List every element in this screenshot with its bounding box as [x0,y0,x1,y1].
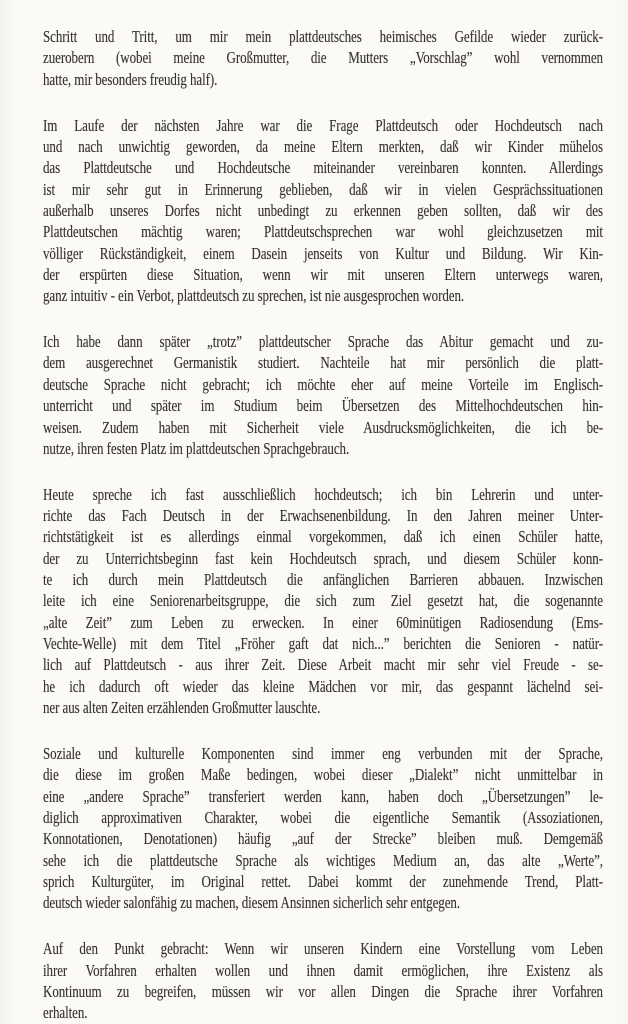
paragraph [43,938,603,1023]
text-line: richte das Fach Deutsch in der Erwachsenenbildung. In den Jahren meiner Unter- [43,506,603,526]
text-line: nutze, ihren festen Platz im plattdeutschen Sprachgebrauch. [43,438,350,458]
text-line: und nach unwichtig geworden, da meine Eltern merkten, daß wir Kinder mühelos [43,136,603,156]
paragraph [43,331,603,459]
text-line: Konnotationen, Denotationen) häufig „auf der Strecke” bleiben muß. Demgemäß [43,829,603,849]
text-line: das Plattdeutsche und Hochdeutsche miteinander vereinbaren konnten. Allerdings [43,158,603,178]
text-line: zuerobern (wobei meine Großmutter, die Mutters „Vorschlag” wohl vernommen [43,48,603,68]
text-line: eine „andere Sprache” transferiert werden kann, haben doch „Übersetzungen” le- [43,786,603,806]
text-line: he ich dadurch oft wieder das kleine Mädchen vor mir, das gespannt lächelnd sei- [43,676,603,696]
text-line: die diese im großen Maße bedingen, wobei dieser „Dialekt” nicht unmittelbar in [43,765,603,785]
text-line: Im Laufe der nächsten Jahre war die Frage Plattdeutsch oder Hochdeutsch nach [43,115,603,135]
text-line: der erspürten diese Situation, wenn wir mit unseren Eltern unterwegs waren, [43,264,603,284]
text-line: diglich approximativen Charakter, wobei die eigentliche Semantik (Assoziationen, [43,808,603,827]
paragraph [43,115,603,307]
text-line: Plattdeutschen mächtig waren; Plattdeutschsprechen war wohl gleichzusetzen mit [43,222,603,242]
text-line: leite ich eine Seniorenarbeitsgruppe, die sich zum Ziel gesetzt hat, die sogenannte [43,591,603,611]
text-line: lich auf Plattdeutsch - aus ihrer Zeit. Diese Arbeit macht mir sehr viel Freude - se- [43,655,603,675]
text-line: Auf den Punkt gebracht: Wenn wir unseren Kindern eine Vorstellung vom Leben [43,939,603,959]
text-line: Heute spreche ich fast ausschließlich hochdeutsch; ich bin Lehrerin und unter- [43,484,603,504]
text-line: hatte, mir besonders freudig half). [43,69,218,89]
text-line: Vechte-Welle) mit dem Titel „Fröher gaft dat nich...” berichten die Senioren - natür- [43,634,603,654]
text-line: dem ausgerechnet Germanistik studiert. Nachteile hat mir persönlich die platt- [43,353,603,373]
text-line: deutsch wieder salonfähig zu machen, diesem Ansinnen sicherlich sehr entgegen. [43,893,461,913]
text-line: „alte Zeit” zum Leben zu erwecken. In einer 60minütigen Radiosendung (Ems- [43,612,603,632]
text-line: Kontinuum zu begreifen, müssen wir vor allen Dingen die Sprache ihrer Vorfahren [43,981,603,1001]
text-line: Ich habe dann später „trotz” plattdeutscher Sprache das Abitur gemacht und zu- [43,332,603,352]
text-line: richtstätigkeit ist es allerdings einmal vorgekommen, daß ich einen Schüler hatte, [43,527,603,547]
text-line: weisen. Zudem haben mit Sicherheit viele Ausdrucksmöglichkeiten, die ich be- [43,417,603,437]
text-line: ner aus alten Zeiten erzählenden Großmutter lauschte. [43,698,321,718]
text-line: ganz intuitiv - ein Verbot, plattdeutsch zu sprechen, ist nie ausgesprochen worden. [43,286,465,306]
paragraph [43,743,603,914]
text-line: ist mir sehr gut in Erinnerung geblieben, daß wir in vielen Gesprächssituationen [43,179,603,199]
text-line: sprich Kulturgüter, im Original rettet. Dabei kommt der zunehmende Trend, Platt- [43,872,603,892]
text-line: Soziale und kulturelle Komponenten sind immer eng verbunden mit der Sprache, [43,743,603,763]
text-line: ihrer Vorfahren erhalten wollen und ihnen damit ermöglichen, ihre Existenz als [43,960,603,980]
text-line: sehe ich die plattdeutsche Sprache als wichtiges Medium an, das alte „Werte”, [43,850,603,870]
text-line: te ich durch mein Plattdeutsch die anfänglichen Barrieren abbauen. Inzwischen [43,570,603,590]
text-line: der zu Unterrichtsbeginn fast kein Hochdeutsch sprach, und diesem Schüler konn- [43,548,603,568]
text-line: völliger Rückständigkeit, einem Dasein jenseits von Kultur und Bildung. Wir Kin- [43,243,603,263]
text-line: außerhalb unseres Dorfes nicht unbedingt zu erkennen geben sollten, daß wir des [43,200,603,220]
text-line: erhalten. [43,1003,88,1023]
text-line: unterricht und später im Studium beim Übersetzen des Mittelhochdeutschen hin- [43,396,603,416]
text-line: deutsche Sprache nicht gebracht; ich möchte eher auf meine Vorteile im Englisch- [43,374,603,394]
paragraph [43,26,603,90]
paragraph [43,484,603,719]
text-line: Schritt und Tritt, um mir mein plattdeutsches heimisches Gefilde wieder zurück- [43,27,603,46]
